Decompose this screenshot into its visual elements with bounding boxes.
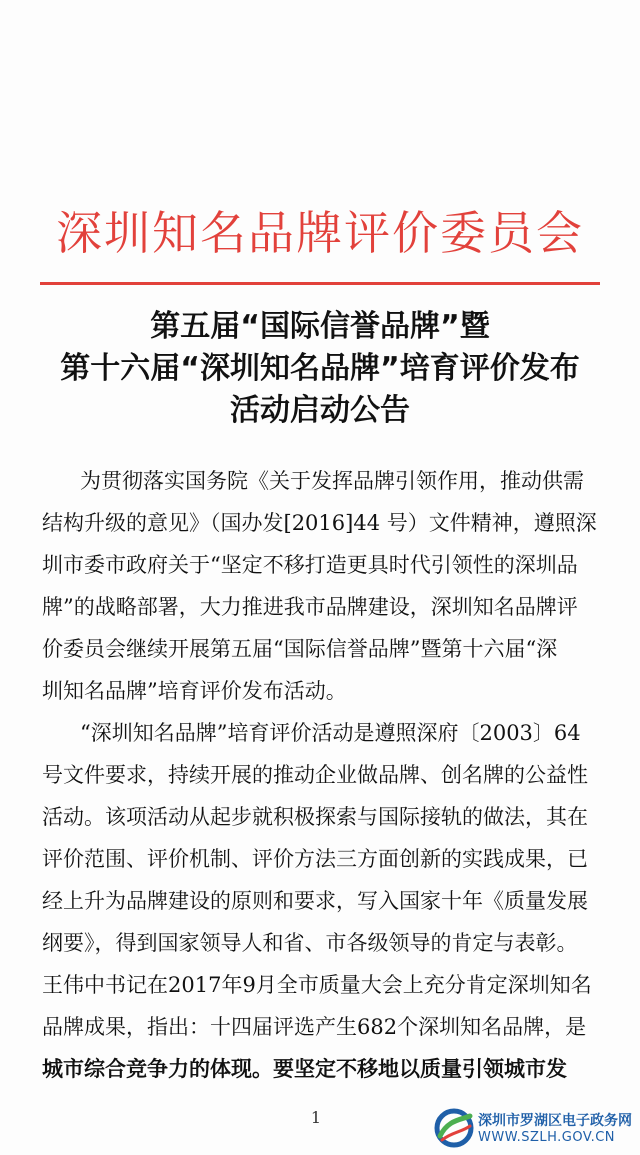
announcement-title-line-2: 第十六届“深圳知名品牌”培育评价发布: [60, 351, 580, 386]
site-logo-icon: [432, 1106, 476, 1150]
body-line-7: “深圳知名品牌”培育评价活动是遵照深府〔2003〕64: [80, 721, 581, 745]
letterhead-red-rule: [40, 282, 600, 285]
body-line-14: 品牌成果，指出：十四届评选产生682个深圳知名品牌，是: [42, 1015, 587, 1039]
body-line-5: 价委员会继续开展第五届“国际信誉品牌”暨第十六届“深: [42, 637, 558, 661]
body-line-8: 号文件要求，持续开展的推动企业做品牌、创名牌的公益性: [42, 763, 588, 787]
page-number: 1: [310, 1108, 322, 1127]
body-line-10: 评价范围、评价机制、评价方法三方面创新的实践成果，已: [42, 847, 588, 871]
announcement-title-line-1: 第五届“国际信誉品牌”暨: [150, 309, 490, 344]
body-line-3: 圳市委市政府关于“坚定不移打造更具时代引领性的深圳品: [42, 553, 578, 577]
body-line-11: 经上升为品牌建设的原则和要求，写入国家十年《质量发展: [42, 889, 588, 913]
body-line-9: 活动。该项活动从起步就积极探索与国际接轨的做法，其在: [42, 805, 588, 829]
body-line-2: 结构升级的意见》（国办发[2016]44 号）文件精神，遵照深: [42, 511, 597, 535]
watermark-site-url: WWW.SZLH.GOV.CN: [478, 1130, 616, 1145]
announcement-title-line-3: 活动启动公告: [230, 393, 410, 428]
body-line-6: 圳知名品牌”培育评价发布活动。: [42, 679, 347, 703]
body-line-15: 城市综合竞争力的体现。要坚定不移地以质量引领城市发: [42, 1056, 567, 1081]
watermark-site-name: 深圳市罗湖区电子政务网: [478, 1113, 632, 1129]
body-line-12: 纲要》，得到国家领导人和省、市各级领导的肯定与表彰。: [42, 931, 578, 955]
site-watermark: [432, 1106, 640, 1151]
body-line-4: 牌”的战略部署，大力推进我市品牌建设，深圳知名品牌评: [42, 595, 578, 619]
letterhead-org-name: 深圳知名品牌评价委员会: [56, 206, 584, 260]
body-line-13: 王伟中书记在2017年9月全市质量大会上充分肯定深圳知名: [42, 973, 592, 997]
body-line-1: 为贯彻落实国务院《关于发挥品牌引领作用，推动供需: [80, 469, 584, 493]
